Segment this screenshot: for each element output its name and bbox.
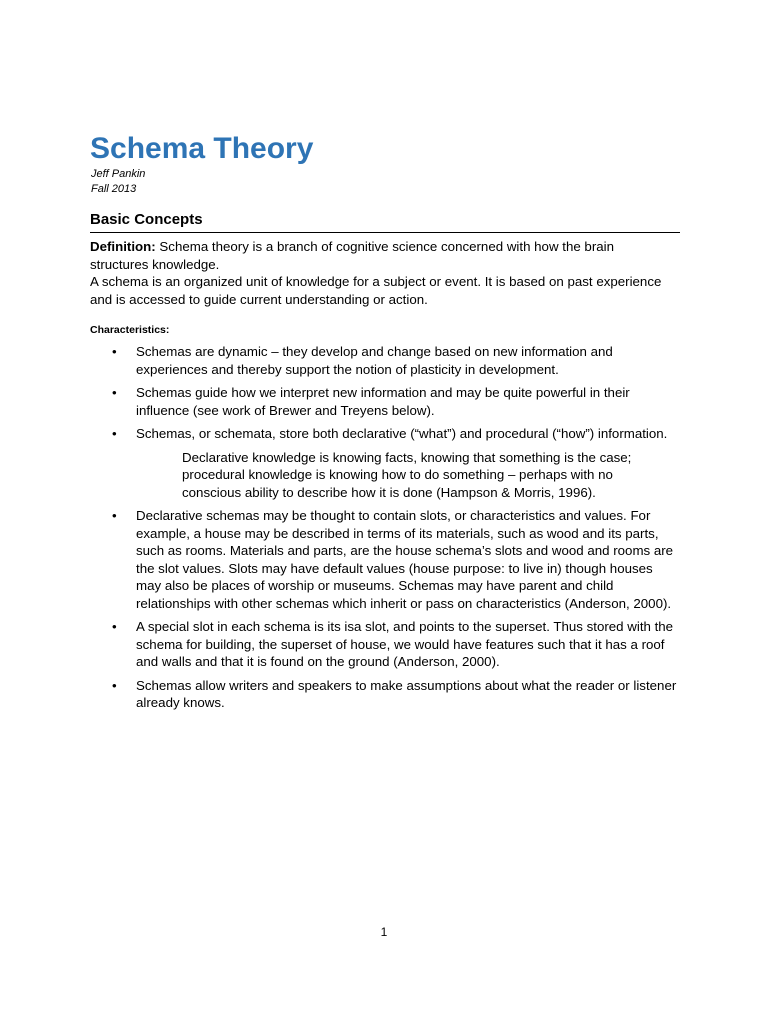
list-item-text: Schemas, or schemata, store both declarative (“what”) and procedural (“how”) information. [136,426,668,441]
list-item-text: Declarative schemas may be thought to contain slots, or characteristics and values. For example, a house may be described in terms of its materials, such as wood and its parts, such as rooms. Materials and parts, are the house schema’s slots and wood and rooms are the slot values. Slots may have default values (house purpose: to live in) though houses may also be places of worship or museums. Schemas may have parent and child relationships with other schemas which inherit or pass on characteristics (Anderson, 2000). [136,508,674,611]
bullet-icon: • [112,385,117,400]
bullet-icon: • [112,426,117,441]
bullet-icon: • [112,344,117,359]
list-item-text: Schemas guide how we interpret new information and may be quite powerful in their influence (see work of Brewer and Treyens below). [136,385,630,418]
list-item-text: Schemas allow writers and speakers to make assumptions about what the reader or listener already knows. [136,677,677,710]
list-item-text: Schemas are dynamic – they develop and change based on new information and experiences and thereby support the notion of plasticity in development. [136,344,613,377]
characteristics-label: Characteristics: [90,324,170,336]
page-number: 1 [380,925,388,939]
page-title: Schema Theory [90,132,314,165]
list-item [90,425,680,501]
list-item [90,343,680,378]
list-item-text: A special slot in each schema is its isa slot, and points to the superset. Thus stored with the schema for building, the superset of house, we would have features such that it has a roof and walls and that it is found on the ground (Anderson, 2000). [136,619,674,669]
bullet-icon: • [112,619,117,634]
bullet-icon: • [112,677,117,693]
characteristics-list [90,343,680,718]
definition-label: Definition: [90,239,156,254]
list-item [90,384,680,419]
list-item [90,507,680,612]
block-quote: Declarative knowledge is knowing facts, knowing that something is the case; procedural knowledge is knowing how to do something – perhaps with no conscious ability to describe how it is done (Hampson & Morris, 1996). [182,449,632,500]
list-item [90,618,680,671]
list-item [90,677,680,712]
definition-paragraph [90,238,670,273]
definition-text: Schema theory is a branch of cognitive science concerned with how the brain structures knowledge. [90,239,614,272]
section-heading-basic-concepts: Basic Concepts [90,210,680,233]
document-date: Fall 2013 [91,183,137,195]
schema-paragraph: A schema is an organized unit of knowledge for a subject or event. It is based on past experience and is accessed to guide current understanding or action. [90,274,662,307]
bullet-icon: • [112,508,117,523]
intro-block [90,238,670,308]
author-name: Jeff Pankin [91,168,146,180]
